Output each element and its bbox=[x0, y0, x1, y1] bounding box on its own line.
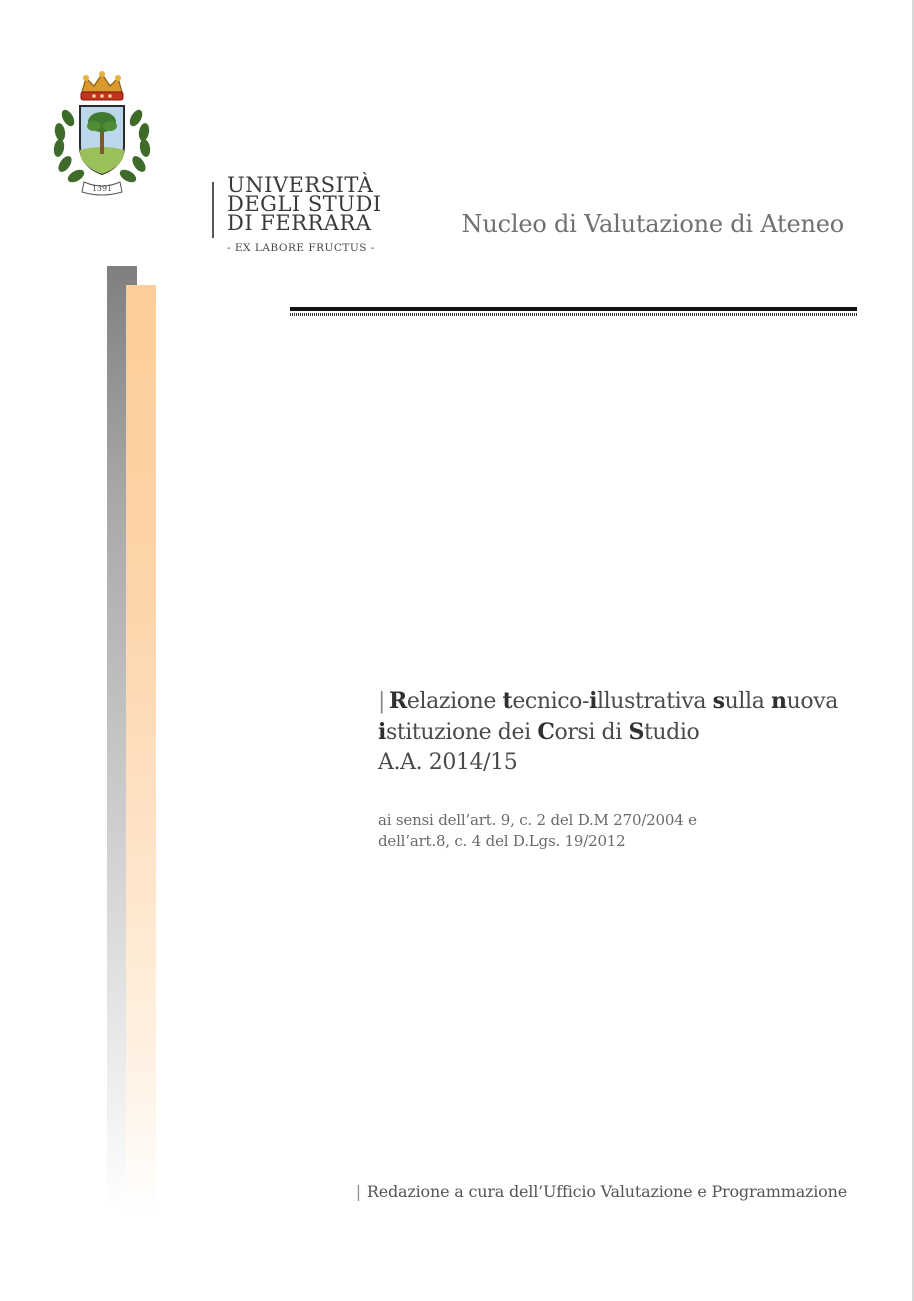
decorative-bar-peach bbox=[126, 285, 156, 1215]
university-motto: - EX LABORE FRUCTUS - bbox=[227, 242, 375, 254]
university-name bbox=[227, 173, 382, 235]
title-initial: i bbox=[378, 719, 386, 745]
subtitle-line-1: ai sensi dell’art. 9, c. 2 del D.M 270/2004 e bbox=[378, 811, 697, 829]
university-logo bbox=[48, 70, 382, 254]
title-initial: s bbox=[712, 688, 725, 714]
title-word: uova bbox=[786, 689, 838, 714]
title-word: orsi di bbox=[554, 720, 629, 745]
footer-text: Redazione a cura dell’Ufficio Valutazione e Programmazione bbox=[366, 1182, 847, 1201]
title-initial: i bbox=[589, 688, 598, 714]
title-line-2 bbox=[378, 717, 858, 748]
title-word: ulla bbox=[724, 689, 772, 714]
title-word: ecnico- bbox=[512, 689, 590, 714]
title-word: llustrativa bbox=[597, 689, 713, 714]
header-rule-dotted bbox=[290, 313, 857, 316]
title-initial: S bbox=[628, 719, 644, 745]
header-rule bbox=[290, 307, 857, 311]
title-pipe: | bbox=[378, 689, 386, 714]
title-word: stituzione dei bbox=[385, 720, 538, 745]
document-subtitle bbox=[378, 810, 697, 852]
university-name-line-2: DEGLI STUDI bbox=[227, 192, 382, 216]
footer-credit bbox=[356, 1182, 847, 1201]
document-title bbox=[378, 686, 858, 778]
title-initial: C bbox=[537, 719, 555, 745]
title-initial: n bbox=[771, 688, 787, 714]
university-seal-icon bbox=[48, 70, 178, 205]
subtitle-line-2: dell’art.8, c. 4 del D.Lgs. 19/2012 bbox=[378, 832, 626, 850]
logo-divider bbox=[212, 182, 214, 238]
seal-year: 1391 bbox=[91, 184, 113, 193]
title-word: elazione bbox=[406, 689, 503, 714]
title-initial: t bbox=[502, 688, 513, 714]
university-name-line-3: DI FERRARA bbox=[227, 211, 372, 235]
title-line-1 bbox=[378, 686, 858, 717]
footer-pipe: | bbox=[355, 1182, 361, 1201]
title-word: tudio bbox=[643, 720, 700, 745]
title-academic-year: A.A. 2014/15 bbox=[378, 750, 518, 775]
header-nucleo: Nucleo di Valutazione di Ateneo bbox=[461, 210, 844, 238]
title-initial: R bbox=[389, 688, 407, 714]
university-name-line-1: UNIVERSITÀ bbox=[227, 173, 374, 197]
